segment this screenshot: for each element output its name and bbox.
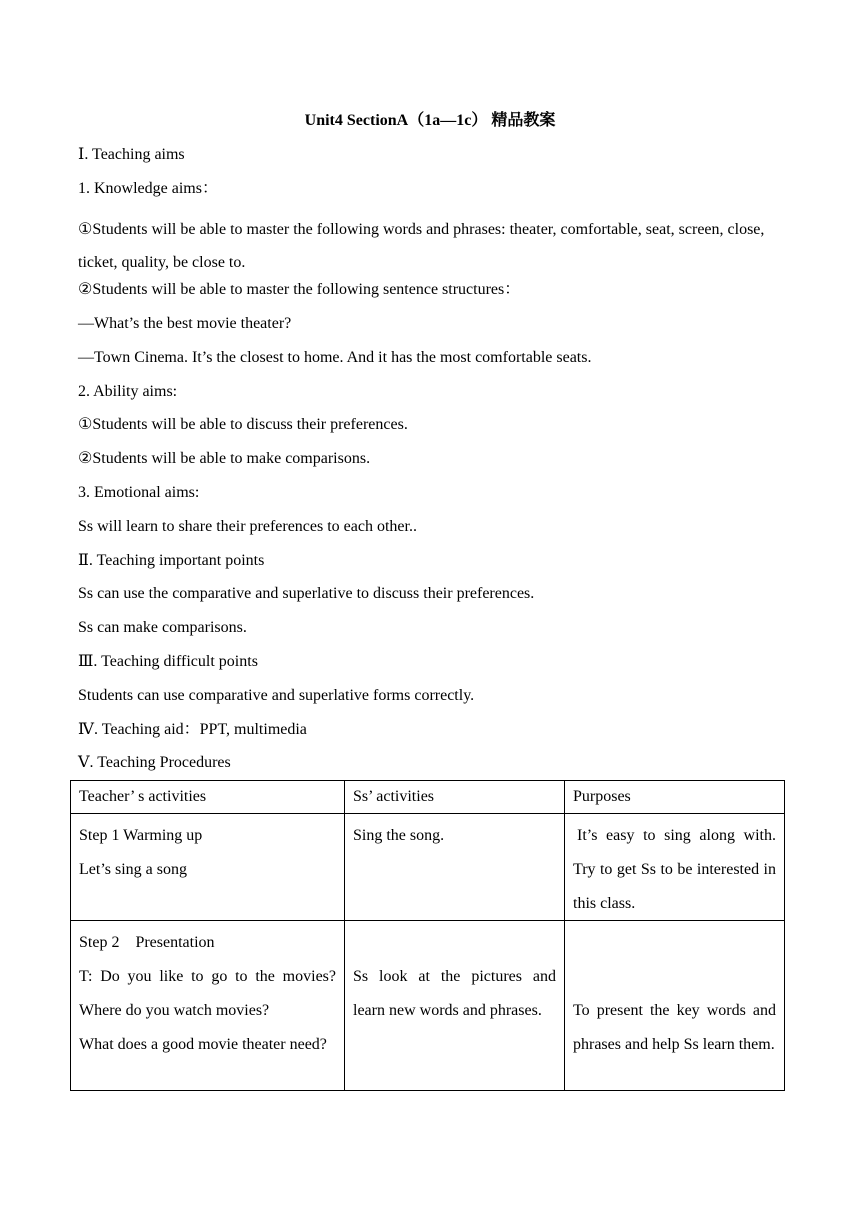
document-title: Unit4 SectionA（1a—1c） 精品教案 [304, 112, 556, 129]
row2-ss-line: Ss look at the pictures and learn new words and phrases. [353, 968, 556, 1020]
section-heading-teaching-procedures: Ⅴ. Teaching Procedures [78, 754, 231, 772]
row2-purpose-line: To present the key words and phrases and help Ss learn them. [573, 1002, 776, 1054]
header-teacher-activities: Teacher’ s activities [71, 781, 345, 814]
row1-ss-line: Sing the song. [353, 827, 445, 844]
dialogue-question: —What’s the best movie theater? [78, 314, 292, 332]
important-point-1: Ss can use the comparative and superlative to discuss their preferences. [78, 585, 535, 603]
important-point-2: Ss can make comparisons. [78, 619, 247, 637]
row2-purpose-cell [565, 921, 785, 1091]
ability-aim-comparisons: ②Students will be able to make comparisons. [78, 450, 371, 468]
subheading-ability-aims: 2. Ability aims: [78, 382, 178, 400]
row1-teacher-line: Step 1 Warming up [79, 827, 203, 844]
header-ss-activities: Ss’ activities [345, 781, 565, 814]
subheading-knowledge-aims: 1. Knowledge aims： [78, 179, 218, 197]
section-heading-teaching-aims: Ⅰ. Teaching aims [78, 146, 185, 163]
subheading-emotional-aims: 3. Emotional aims: [78, 483, 200, 501]
row2-teacher-line: Step 2 Presentation [79, 934, 215, 952]
row1-purpose-cell [565, 814, 785, 921]
section-heading-important-points: Ⅱ. Teaching important points [78, 551, 265, 569]
knowledge-aim-sentences: ②Students will be able to master the following sentence structures： [78, 281, 521, 299]
header-purposes: Purposes [565, 781, 785, 814]
knowledge-aim-words: ①Students will be able to master the following words and phrases: theater, comfortable, seat, screen, close, ticket, quality, be close to. [78, 220, 765, 272]
section-heading-teaching-aid: Ⅳ. Teaching aid：PPT, multimedia [78, 720, 307, 738]
emotional-aim-text: Ss will learn to share their preferences to each other.. [78, 517, 417, 535]
row1-teacher-line: Let’s sing a song [79, 860, 187, 878]
row1-teacher-cell [71, 814, 345, 921]
document-body [78, 145, 790, 787]
row1-purpose-line: It’s easy to sing along with. Try to get Ss to be interested in this class. [573, 827, 776, 912]
row1-ss-cell [345, 814, 565, 921]
procedures-table [70, 780, 785, 1091]
difficult-point-1: Students can use comparative and superlative forms correctly. [78, 686, 475, 704]
section-heading-difficult-points: Ⅲ. Teaching difficult points [78, 652, 258, 670]
table-header-row [71, 781, 785, 814]
table-row [71, 921, 785, 1091]
row2-teacher-cell [71, 921, 345, 1091]
ability-aim-preferences: ①Students will be able to discuss their preferences. [78, 416, 408, 434]
row2-teacher-line: T: Do you like to go to the movies? Where do you watch movies? [79, 968, 336, 1019]
row2-ss-cell [345, 921, 565, 1091]
row2-teacher-line: What does a good movie theater need? [79, 1035, 327, 1053]
table-row [71, 814, 785, 921]
dialogue-answer: —Town Cinema. It’s the closest to home. And it has the most comfortable seats. [78, 348, 592, 366]
